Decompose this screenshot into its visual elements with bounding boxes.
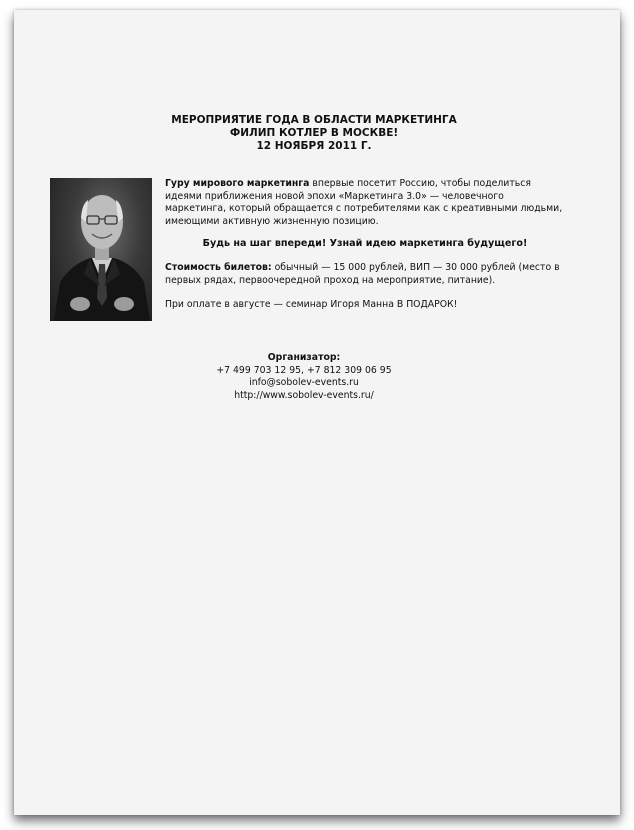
intro-text: впервые посетит Россию, чтобы поделиться идеями приближения новой эпохи «Маркетинга 3.0» — человечного маркетинга, который обращается с потребителями как с креативными людьми, имеющими активную жизненную позицию.: [165, 178, 563, 227]
slogan: Будь на шаг впереди! Узнай идею маркетинга будущего!: [202, 238, 528, 250]
organizer-website[interactable]: http://www.sobolev-events.ru/: [234, 389, 374, 401]
title-line-1: МЕРОПРИЯТИЕ ГОДА В ОБЛАСТИ МАРКЕТИНГА: [171, 114, 457, 126]
event-description: [165, 178, 565, 312]
intro-paragraph: [165, 178, 565, 228]
ticket-price: [165, 262, 565, 287]
portrait-photo-icon: [50, 178, 152, 321]
document-page: [14, 10, 620, 815]
event-title: [94, 114, 534, 153]
speaker-photo: [50, 178, 152, 321]
organizer-heading: Организатор:: [267, 352, 341, 363]
organizer-email[interactable]: info@sobolev-events.ru: [249, 377, 359, 389]
intro-bold: Гуру мирового маркетинга: [165, 178, 310, 189]
promo-text: При оплате в августе — семинар Игоря Манна В ПОДАРОК!: [165, 299, 458, 311]
price-label: Стоимость билетов:: [165, 261, 272, 273]
title-line-2: ФИЛИП КОТЛЕР В МОСКВЕ!: [229, 127, 399, 139]
price-text: обычный — 15 000 рублей, ВИП — 30 000 рублей (место в первых рядах, первоочередной проход на мероприятие, питание).: [165, 261, 560, 286]
title-line-3: 12 НОЯБРЯ 2011 Г.: [256, 140, 372, 152]
organizer-phones: +7 499 703 12 95, +7 812 309 06 95: [216, 364, 392, 376]
organizer-block: [194, 352, 414, 402]
